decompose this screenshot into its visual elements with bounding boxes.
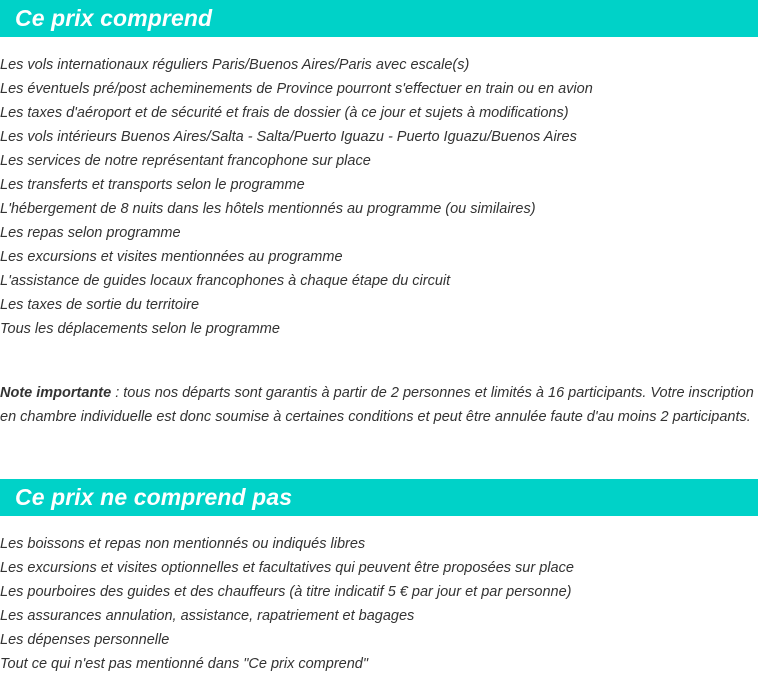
excluded-item: Les assurances annulation, assistance, rapatriement et bagages <box>0 608 415 624</box>
included-item: Tous les déplacements selon le programme <box>0 321 280 337</box>
note-label: Note importante <box>0 385 112 401</box>
excluded-item: Les dépenses personnelle <box>0 632 170 648</box>
included-item: L'hébergement de 8 nuits dans les hôtels mentionnés au programme (ou similaires) <box>0 201 536 217</box>
excluded-item: Les pourboires des guides et des chauffeurs (à titre indicatif 5 € par jour et par personne) <box>0 584 572 600</box>
included-item: Les taxes d'aéroport et de sécurité et frais de dossier (à ce jour et sujets à modifications) <box>0 105 569 121</box>
important-note <box>0 381 758 429</box>
included-list <box>0 53 758 341</box>
included-item: Les vols intérieurs Buenos Aires/Salta - Salta/Puerto Iguazu - Puerto Iguazu/Buenos Aires <box>0 129 577 145</box>
included-section <box>0 0 758 341</box>
excluded-item: Les boissons et repas non mentionnés ou indiqués libres <box>0 536 366 552</box>
included-item: Les transferts et transports selon le programme <box>0 177 305 193</box>
included-item: Les excursions et visites mentionnées au programme <box>0 249 343 265</box>
excluded-list <box>0 532 758 676</box>
excluded-title: Ce prix ne comprend pas <box>15 484 293 510</box>
included-item: Les éventuels pré/post acheminements de Province pourront s'effectuer en train ou en avion <box>0 81 593 97</box>
included-item: Les vols internationaux réguliers Paris/Buenos Aires/Paris avec escale(s) <box>0 57 470 73</box>
excluded-item: Les excursions et visites optionnelles et facultatives qui peuvent être proposées sur place <box>0 560 574 576</box>
excluded-header <box>0 479 758 516</box>
included-item: Les repas selon programme <box>0 225 181 241</box>
included-item: Les services de notre représentant francophone sur place <box>0 153 371 169</box>
included-item: L'assistance de guides locaux francophones à chaque étape du circuit <box>0 273 451 289</box>
included-title: Ce prix comprend <box>15 5 213 31</box>
note-text: : tous nos départs sont garantis à partir de 2 personnes et limités à 16 participants. Votre inscription en chambre individuelle est donc soumise à certaines conditions et peut être annulée faute d'au moins 2 participants. <box>0 385 754 425</box>
excluded-section <box>0 479 758 676</box>
included-header <box>0 0 758 37</box>
included-item: Les taxes de sortie du territoire <box>0 297 200 313</box>
excluded-item: Tout ce qui n'est pas mentionné dans "Ce prix comprend" <box>0 656 368 672</box>
